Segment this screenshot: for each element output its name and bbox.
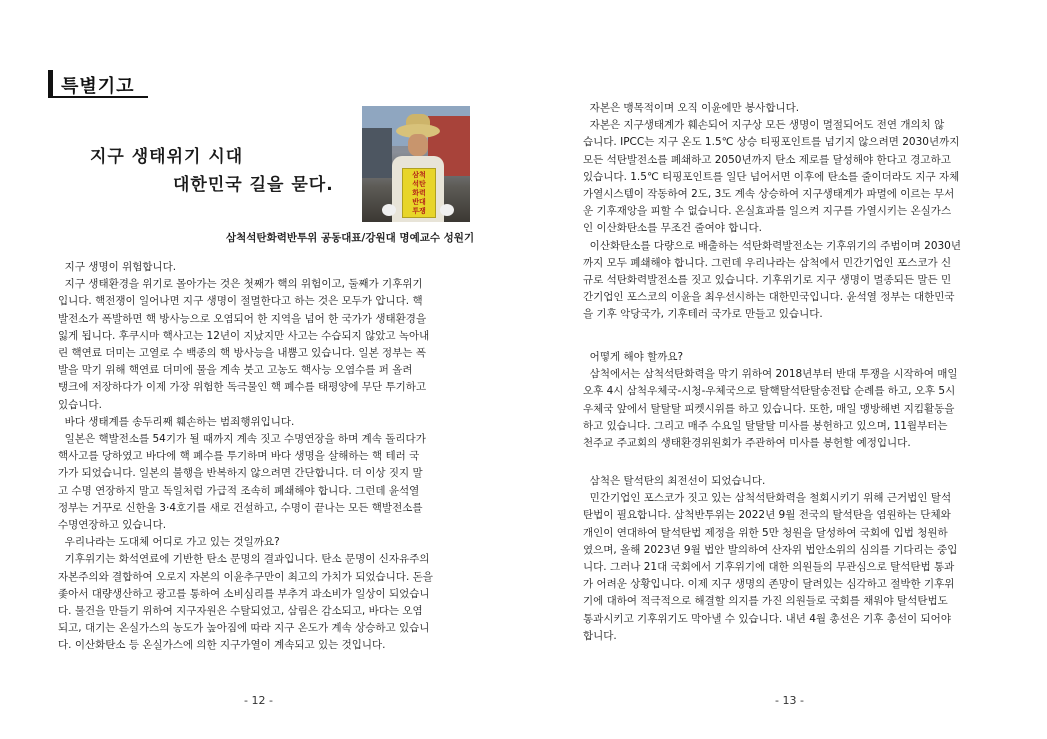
text-line: 였으며, 올해 2023년 9월 법안 발의하여 산자위 법안소위의 심의를 기다리는 중입 (583, 543, 958, 556)
text-line: 개인이 연대하여 탈석탄법 제정을 위한 5만 청원을 달성하여 국회에 입법 청원하 (583, 526, 948, 539)
text-line: 운 기후재앙을 피할 수 없습니다. 온실효과를 일으켜 지구를 가열시키는 온실가스 (583, 205, 952, 218)
text-line: 핵사고를 당하였고 바다에 핵 폐수를 투기하며 바다 생명을 살해하는 핵 테러 국 (58, 450, 420, 463)
text-line: 어떻게 해야 할까요? (583, 351, 684, 363)
vest-text: 투쟁 (412, 207, 426, 215)
vest-text: 반대 (412, 198, 426, 206)
text-line: 규로 석탄화력발전소를 짓고 있습니다. 기후위기로 지구 생명이 멸종되든 말든 민 (583, 274, 952, 287)
text-line: 기후위기는 화석연료에 기반한 탄소 문명의 결과입니다. 탄소 문명이 신자유주의 (58, 553, 430, 566)
right-body-block-3 (583, 473, 1001, 645)
text-line: 발전소가 폭발하면 핵 방사능으로 오염되어 한 지역을 넘어 한 국가가 생태환경을 (58, 312, 427, 325)
text-line: 좇아서 대량생산하고 광고를 통하여 소비심리를 부추겨 과소비가 일상이 되었습니 (58, 587, 430, 600)
right-body-block-2 (583, 349, 1001, 452)
vest-text: 석탄 (412, 180, 426, 188)
text-line: 자본주의와 결합하여 오로지 자본의 이윤추구만이 최고의 가치가 되었습니다. 돈을 (58, 570, 433, 583)
text-line: 고 수명 연장하지 말고 독일처럼 가급적 조속히 폐쇄해야 합니다. 그런데 윤석열 (58, 484, 420, 497)
text-line: 입니다. 핵전쟁이 일어나면 지구 생명이 절멸한다고 하는 것은 모두가 압니다. 핵 (58, 295, 423, 308)
text-line: 이산화탄소를 다량으로 배출하는 석탄화력발전소는 기후위기의 주범이며 2030년 (583, 239, 961, 252)
text-line: 발을 막기 위해 핵연료 더미에 물을 계속 붓고 고농도 핵사능 오염수를 퍼 올려 (58, 364, 413, 377)
text-line: 있습니다. (58, 398, 102, 411)
text-line: 가가 되었습니다. 일본의 불행을 반복하지 않으려면 간단합니다. 더 이상 짓지 말 (58, 467, 423, 480)
text-line: 을 기후 악당국가, 기후테러 국가로 만들고 있습니다. (583, 308, 823, 321)
text-line: 다. 물건을 만들기 위하여 지구자원은 수탈되었고, 삼림은 감소되고, 바다는 오염 (58, 605, 423, 618)
text-line: 간기업인 포스코의 이윤을 최우선시하는 대한민국입니다. 윤석열 정부는 대한민국 (583, 291, 955, 304)
text-line: 자본은 맹목적이며 오직 이윤에만 봉사합니다. (583, 102, 800, 114)
section-header (48, 70, 148, 98)
text-line: 우체국 앞에서 탈탈탈 피켓시위를 하고 있습니다. 또한, 매일 맹방해변 지킴활동을 (583, 402, 955, 415)
text-line: 일본은 핵발전소를 54기가 될 때까지 계속 짓고 수명연장을 하며 계속 돌리다가 (58, 433, 426, 446)
right-page (523, 0, 1047, 739)
text-line: 천주교 주교회의 생태환경위원회가 주관하여 미사를 봉헌할 예정입니다. (583, 437, 911, 450)
text-line: 모든 석탄발전소를 폐쇄하고 2050년까지 탄소 제로를 달성해야 한다고 경고하고 (583, 153, 951, 166)
article-title-line1: 지구 생태위기 시대 (90, 147, 244, 167)
author-byline: 삼척석탄화력반투위 공동대표/강원대 명예교수 성원기 (226, 232, 475, 244)
right-body-block-1 (583, 100, 1001, 324)
text-line: 바다 생태계를 송두리째 훼손하는 범죄행위입니다. (58, 415, 295, 428)
text-line: 기에 대하여 적극적으로 해결할 의지를 가진 의원들로 국회를 채워야 탈석탄법도 (583, 595, 948, 608)
text-line: 수명연장하고 있습니다. (58, 519, 167, 532)
left-body-text (58, 259, 473, 655)
text-line: 민간기업인 포스코가 짓고 있는 삼척석탄화력을 철회시키기 위해 근거법인 탈석 (583, 492, 952, 505)
article-title-line2: 대한민국 길을 묻다. (173, 175, 334, 195)
protest-vest (402, 168, 436, 218)
left-page (0, 0, 523, 739)
text-line: 습니다. IPCC는 지구 온도 1.5℃ 상승 티핑포인트를 넘기지 않으려면 2030년까지 (583, 136, 960, 149)
page-number: - 13 - (775, 694, 804, 707)
text-line: 니다. 그러나 21대 국회에서 기후위기에 대한 의원들의 무관심으로 탈석탄법 통과 (583, 561, 955, 574)
text-line: 탱크에 저장하다가 이제 가장 위험한 독극물인 핵 폐수를 태평양에 무단 투기하고 (58, 381, 427, 394)
text-line: 통과시키고 기후위기도 막아낼 수 있습니다. 내년 4월 총선은 기후 총선이 되어야 (583, 612, 951, 625)
text-line: 되고, 대기는 온실가스의 농도가 높아짐에 따라 지구 온도가 계속 상승하고 있습니 (58, 622, 430, 635)
text-line: 삼척은 탈석탄의 최전선이 되었습니다. (583, 475, 766, 487)
text-line: 탄법이 필요합니다. 삼척반투위는 2022년 9월 전국의 탈석탄을 염원하는 단체와 (583, 509, 951, 522)
text-line: 인 이산화탄소를 무조건 줄여야 합니다. (583, 222, 762, 235)
text-line: 오후 4시 삼척우체국-시청-우체국으로 탈핵탈석탄탈송전탑 순례를 하고, 오후 5시 (583, 385, 956, 398)
vest-text: 삼척 (412, 171, 426, 179)
text-line: 가 어려운 상황입니다. 이제 지구 생명의 존망이 달려있는 심각하고 절박한 기후위 (583, 578, 955, 591)
text-line: 린 핵연료 더미는 고열로 수 백종의 핵 방사능을 내뿜고 있습니다. 일본 정부는 폭 (58, 347, 426, 360)
text-line: 지구 생명이 위험합니다. (58, 261, 177, 273)
vest-text: 화력 (412, 189, 426, 197)
author-photo (362, 106, 470, 222)
section-label: 특별기고 (61, 76, 135, 97)
text-line: 정부는 거꾸로 신한울 3·4호기를 새로 건설하고, 수명이 끝나는 모든 핵발전소를 (58, 501, 423, 514)
text-line: 삼척에서는 삼척석탄화력을 막기 위하여 2018년부터 반대 투쟁을 시작하여 매일 (583, 368, 958, 381)
text-line: 하고 있습니다. 그리고 매주 수요일 탈탈탈 미사를 봉헌하고 있으며, 11월부터는 (583, 419, 948, 432)
text-line: 가열시스템이 작동하여 2도, 3도 계속 상승하여 지구생태계가 파멸에 이르는 무서 (583, 188, 955, 201)
text-line: 까지 모두 폐쇄해야 합니다. 그런데 우리나라는 삼척에서 민간기업인 포스코가 신 (583, 256, 952, 269)
text-line: 잃게 됩니다. 후쿠시마 핵사고는 12년이 지났지만 사고는 수습되지 않았고 녹아내 (58, 329, 430, 342)
page-number: - 12 - (244, 694, 273, 707)
text-line: 자본은 지구생태계가 훼손되어 지구상 모든 생명이 멸절되어도 전연 개의치 않 (583, 119, 945, 132)
text-line: 지구 생태환경을 위기로 몰아가는 것은 첫째가 핵의 위험이고, 둘째가 기후위기 (58, 278, 423, 291)
text-line: 합니다. (583, 629, 617, 642)
text-line: 있습니다. 1.5℃ 티핑포인트를 일단 넘어서면 이후에 탄소를 줄이더라도 지구 자체 (583, 170, 960, 183)
text-line: 우리나라는 도대체 어디로 가고 있는 것일까요? (58, 536, 280, 549)
text-line: 다. 이산화탄소 등 온실가스에 의한 지구가열이 계속되고 있는 것입니다. (58, 639, 386, 652)
